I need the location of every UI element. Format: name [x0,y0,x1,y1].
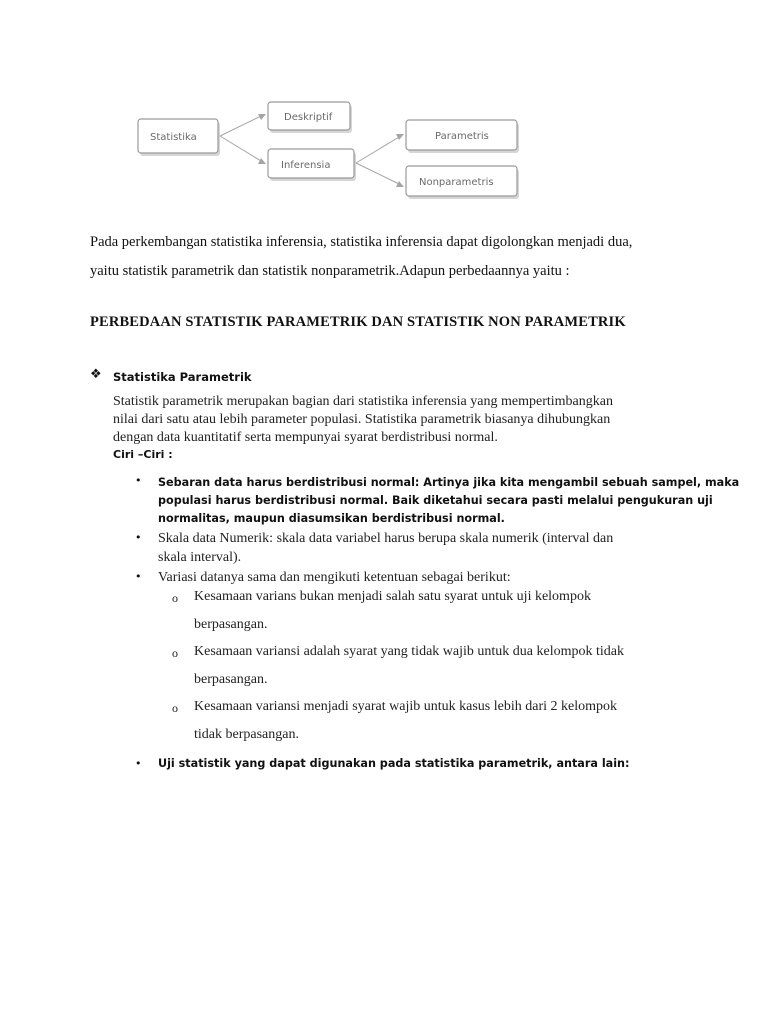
diagram-label-statistika: Statistika [150,132,197,143]
diagram-label-nonparametris: Nonparametris [419,177,494,188]
paragraph-line-1: Statistik parametrik merupakan bagian dari statistika inferensia yang mempertimbangkan [113,394,613,409]
bullet-icon: • [135,757,142,770]
diagram-label-parametris: Parametris [435,131,489,142]
paragraph-line-2: nilai dari satu atau lebih parameter populasi. Statistika parametrik biasanya dihubungkan [113,412,611,427]
diagram-arrow-inferensia-nonparametris [356,163,404,187]
section-heading: PERBEDAAN STATISTIK PARAMETRIK DAN STATISTIK NON PARAMETRIK [90,314,626,330]
item-4-line-1: Uji statistik yang dapat digunakan pada statistika parametrik, antara lain: [158,757,630,770]
bullet-icon: • [135,570,142,583]
sub-item-3-line-2: tidak berpasangan. [194,727,299,742]
sub-item-1-line-2: berpasangan. [194,617,268,632]
intro-line-1: Pada perkembangan statistika inferensia, statistika inferensia dapat digolongkan menjadi dua, [90,234,633,250]
ciri-label: Ciri –Ciri : [113,448,173,461]
diagram-arrow-statistika-inferensia [220,136,266,164]
diagram-arrow-inferensia-parametris [356,134,404,163]
paragraph-line-3: dengan data kuantitatif serta mempunyai syarat berdistribusi normal. [113,430,498,445]
diagram-arrow-statistika-deskriptif [220,114,266,136]
item-1-line-3: normalitas, maupun diasumsikan berdistribusi normal. [158,512,505,525]
bullet-icon: • [135,531,142,544]
sub-bullet-icon: o [172,591,178,605]
sub-bullet-icon: o [172,701,178,715]
item-2-line-2: skala interval). [158,550,242,565]
item-1-line-1: Sebaran data harus berdistribusi normal: Artinya jika kita mengambil sebuah sampel, maka [158,476,740,489]
diamond-bullet-icon: ❖ [90,367,102,382]
item-2-line-1: Skala data Numerik: skala data variabel harus berupa skala numerik (interval dan [158,531,614,546]
bullet-icon: • [135,474,142,487]
diagram-node-parametris [406,120,519,153]
sub-item-3-line-1: Kesamaan variansi menjadi syarat wajib untuk kasus lebih dari 2 kelompok [194,699,618,714]
statistics-classification-diagram [130,96,530,200]
intro-line-2: yaitu statistik parametrik dan statistik nonparametrik.Adapun perbedaannya yaitu : [90,263,570,279]
sub-item-2-line-2: berpasangan. [194,672,268,687]
diagram-node-inferensia [268,149,356,181]
sub-item-2-line-1: Kesamaan variansi adalah syarat yang tidak wajib untuk dua kelompok tidak [194,644,624,659]
sub-item-1-line-1: Kesamaan varians bukan menjadi salah satu syarat untuk uji kelompok [194,589,591,604]
item-1-line-2: populasi harus berdistribusi normal. Baik diketahui secara pasti melalui pengukuran uji [158,494,713,507]
sub-bullet-icon: o [172,646,178,660]
diagram-node-deskriptif [268,102,352,133]
diagram-node-nonparametris [406,166,519,199]
diagram-node-statistika [138,119,220,156]
diagram-label-deskriptif: Deskriptif [284,112,333,123]
section-title: Statistika Parametrik [113,370,252,384]
diagram-label-inferensia: Inferensia [281,160,331,171]
item-3-line-1: Variasi datanya sama dan mengikuti ketentuan sebagai berikut: [158,570,511,585]
